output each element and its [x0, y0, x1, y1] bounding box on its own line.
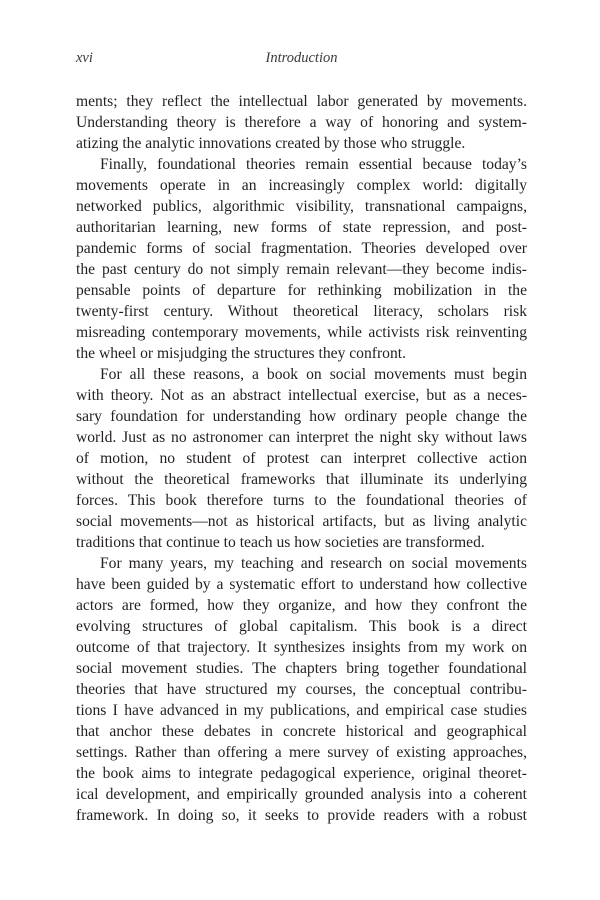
text-line: authoritarian learning, new forms of state repression, and post-: [76, 219, 527, 236]
text-line: social movements—not as historical artifacts, but as living analytic: [76, 513, 527, 530]
text-line: ments; they reflect the intellectual labor generated by movements.: [76, 93, 527, 110]
text-line: forces. This book therefore turns to the foundational theories of: [76, 492, 527, 509]
paragraph-start-line: For many years, my teaching and research on social movements: [100, 555, 527, 572]
text-line: settings. Rather than offering a mere survey of existing approaches,: [76, 744, 527, 761]
text-line: atizing the analytic innovations created by those who struggle.: [76, 135, 466, 152]
text-line: the wheel or misjudging the structures they confront.: [76, 345, 406, 362]
text-line: evolving structures of global capitalism. This book is a direct: [76, 618, 527, 635]
text-line: theories that have structured my courses, the conceptual contribu-: [76, 681, 527, 698]
text-line: networked publics, algorithmic visibility, transnational campaigns,: [76, 198, 527, 215]
text-line: tions I have advanced in my publications, and empirical case studies: [76, 702, 527, 719]
text-line: social movement studies. The chapters bring together foundational: [76, 660, 527, 677]
paragraph-start-line: For all these reasons, a book on social movements must begin: [100, 366, 527, 383]
text-line: of motion, no student of protest can interpret collective action: [76, 450, 527, 467]
text-line: ical development, and empirically grounded analysis into a coherent: [76, 786, 527, 803]
text-line: with theory. Not as an abstract intellectual exercise, but as a neces-: [76, 387, 527, 404]
text-line: twenty-first century. Without theoretical literacy, scholars risk: [76, 303, 527, 320]
page-number: xvi: [76, 50, 93, 66]
text-line: sary foundation for understanding how ordinary people change the: [76, 408, 527, 425]
text-line: pandemic forms of social fragmentation. Theories developed over: [76, 240, 527, 257]
text-line: pensable points of departure for rethinking mobilization in the: [76, 282, 527, 299]
text-line: framework. In doing so, it seeks to provide readers with a robust: [76, 807, 527, 824]
running-head: [76, 50, 527, 70]
text-line: traditions that continue to teach us how societies are transformed.: [76, 534, 485, 551]
text-line: misreading contemporary movements, while activists risk reinventing: [76, 324, 527, 341]
text-line: that anchor these debates in concrete historical and geographical: [76, 723, 527, 740]
text-line: have been guided by a systematic effort to understand how collective: [76, 576, 527, 593]
paragraph-start-line: Finally, foundational theories remain essential because today’s: [100, 156, 527, 173]
text-line: movements operate in an increasingly complex world: digitally: [76, 177, 527, 194]
text-line: Understanding theory is therefore a way of honoring and system-: [76, 114, 527, 131]
text-line: the past century do not simply remain relevant—they become indis-: [76, 261, 527, 278]
body-text: [76, 91, 527, 826]
chapter-title: Introduction: [265, 50, 338, 66]
text-line: without the theoretical frameworks that illuminate its underlying: [76, 471, 527, 488]
text-line: the book aims to integrate pedagogical experience, original theoret-: [76, 765, 527, 782]
text-line: world. Just as no astronomer can interpret the night sky without laws: [76, 429, 527, 446]
text-line: actors are formed, how they organize, and how they confront the: [76, 597, 527, 614]
text-line: outcome of that trajectory. It synthesizes insights from my work on: [76, 639, 527, 656]
